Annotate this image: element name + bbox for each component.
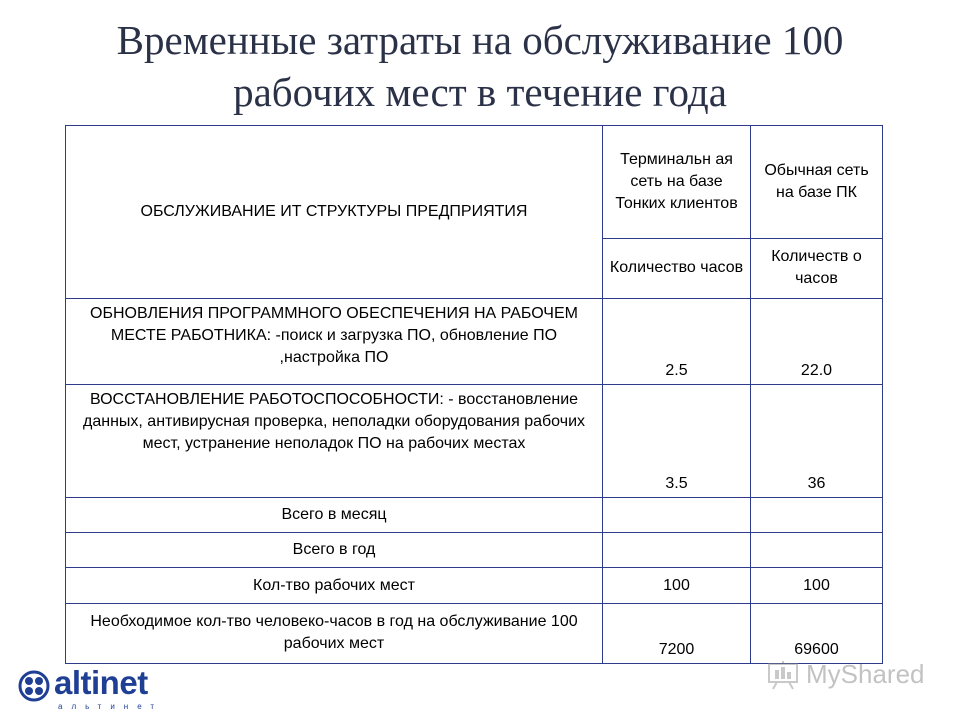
row-label: Необходимое кол-тво человеко-часов в год на обслуживание 100 рабочих мест: [66, 603, 603, 663]
row-value-terminal: 3.5: [603, 385, 751, 498]
row-value-terminal: [603, 498, 751, 533]
watermark-text: MyShared: [806, 659, 925, 689]
presentation-board-icon: [766, 660, 800, 690]
logo-name: altinet: [54, 664, 148, 701]
row-value-pc: [751, 533, 883, 568]
subheader-hours-1: Количество часов: [603, 238, 751, 298]
header-main: ОБСЛУЖИВАНИЕ ИТ СТРУКТУРЫ ПРЕДПРИЯТИЯ: [66, 126, 603, 299]
altinet-logo-icon: [18, 670, 50, 702]
table-row: [66, 603, 883, 663]
table-row: [66, 533, 883, 568]
subheader-hours-2: Количеств о часов: [751, 238, 883, 298]
row-value-terminal: [603, 533, 751, 568]
title-line-1: Временные затраты на обслуживание 100: [116, 17, 844, 63]
table-row: [66, 568, 883, 603]
table-header-row: [66, 126, 883, 239]
table-row: [66, 298, 883, 384]
table-row: [66, 498, 883, 533]
header-pc-network: Обычная сеть на базе ПК: [751, 126, 883, 239]
row-label: ОБНОВЛЕНИЯ ПРОГРАММНОГО ОБЕСПЕЧЕНИЯ НА РАБОЧЕМ МЕСТЕ РАБОТНИКА: -поиск и загрузка ПО, обновление ПО ,настройка ПО: [66, 298, 603, 384]
header-terminal-network: Терминальн ая сеть на базе Тонких клиентов: [603, 126, 751, 239]
row-label: Всего в месяц: [66, 498, 603, 533]
myshared-watermark: [766, 656, 936, 694]
table-row: [66, 385, 883, 498]
row-value-pc: [751, 498, 883, 533]
row-value-pc: 22.0: [751, 298, 883, 384]
logo-subtitle: альтинет: [58, 702, 164, 711]
costs-table: [65, 125, 883, 664]
row-value-terminal: 100: [603, 568, 751, 603]
row-value-pc: 69600: [751, 603, 883, 663]
row-label: ВОССТАНОВЛЕНИЕ РАБОТОСПОСОБНОСТИ: - восстановление данных, антивирусная проверка, неполадки оборудования рабочих мест, устранение неполадок ПО на рабочих местах: [66, 385, 603, 498]
row-label: Кол-тво рабочих мест: [66, 568, 603, 603]
slide-title: [0, 14, 960, 118]
row-value-pc: 100: [751, 568, 883, 603]
row-label: Всего в год: [66, 533, 603, 568]
row-value-pc: 36: [751, 385, 883, 498]
row-value-terminal: 7200: [603, 603, 751, 663]
altinet-logo: [18, 666, 188, 714]
title-line-2: рабочих мест в течение года: [233, 69, 727, 115]
row-value-terminal: 2.5: [603, 298, 751, 384]
